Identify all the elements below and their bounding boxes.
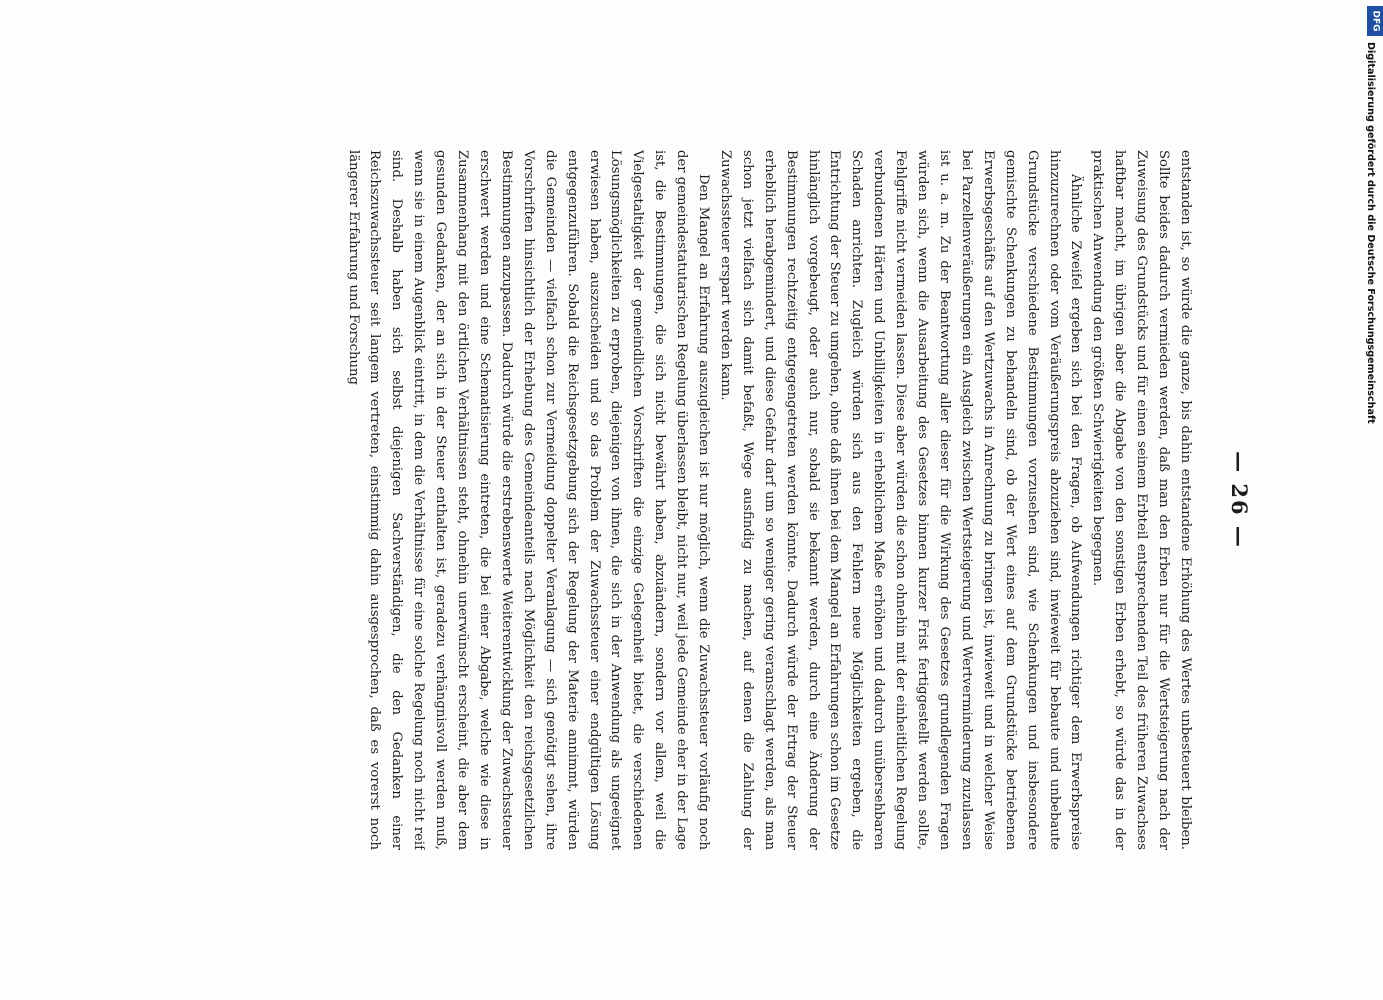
digitization-credit xyxy=(1364,6,1383,446)
paragraph: entstanden ist, so würde die ganze, bis dahin entstandene Erhöhung des Wertes unbesteuert bleiben. Sollte beides dadurch vermieden werden, daß man den Erben nur für die Wertsteigerung nach der Zuweisung des Grundstücks und für einen seinem Erbteil entsprechenden Teil des früheren Zuwachses haftbar macht, im übrigen aber die Abgabe von den sonstigen Erben erhebt, so würde das in der praktischen Anwendung den größten Schwierigkeiten begegnen. xyxy=(1089,150,1193,850)
credit-text: Digitalisierung gefördert durch die Deutsche Forschungsgemeinschaft xyxy=(1365,42,1376,424)
paragraph: Den Mangel an Erfahrung auszugleichen ist nur möglich, wenn die Zuwachssteuer vorläufig noch der gemeindestatutarischen Regelung überlassen bleibt, nicht nur, weil jede Gemeinde eher in der Lage ist, die Bestimmungen, die sich nicht bewährt haben, abzuändern, sondern vor allem, weil die Vielgestaltigkeit der gemeindlichen Vorschriften die einzige Gelegenheit bietet, die verschiedenen Lösungsmöglichkeiten zu erproben, diejenigen von ihnen, die sich in der Anwendung als ungeeignet erwiesen haben, auszuscheiden und so das Problem der Zuwachssteuer einer endgültigen Lösung entgegenzuführen. Sobald die Reichsgesetzgebung sich der Regelung der Materie annimmt, würden die Gemeinden — vielfach schon zur Vermeidung doppelter Veranlagung — sich genötigt sehen, ihre Vorschriften hinsichtlich der Erhebung des Gemeindeanteils nach Möglichkeit den reichsgesetzlichen Bestimmungen anzupassen. Dadurch würde die erstrebenswerte Weiterentwicklung der Zuwachssteuer erschwert werden und eine Schematisierung eintreten, die bei einer Abgabe, welche wie diese in Zusammenhang mit den örtlichen Verhältnissen steht, ohnehin unerwünscht erscheint, die aber dem gesunden Gedanken, der an sich in der Steuer enthalten ist, geradezu verhängnisvoll werden muß, wenn sie in einem Augenblick eintritt, in dem die Verhältnisse für eine solche Regelung noch nicht reif sind. Deshalb haben sich selbst diejenigen Sachverständigen, die den Gedanken einer Reichszuwachssteuer seit langem vertreten, einstimmig dahin ausgesprochen, daß es vorerst noch längerer Erfahrung und Forschung xyxy=(345,150,711,850)
dfg-logo-icon xyxy=(1367,6,1383,36)
paragraph: Ähnliche Zweifel ergeben sich bei den Fragen, ob Aufwendungen richtiger dem Erwerbspreise hinzuzurechnen oder vom Veräußerungspreis abzuziehen sind, inwieweit für bebaute und unbebaute Grundstücke verschiedene Bestimmungen vorzusehen sind, wie Schenkungen und insbesondere gemischte Schenkungen zu behandeln sind, ob der Wert eines auf dem Grundstücke betriebenen Erwerbsgeschäfts auf den Wertzuwachs in Anrechnung zu bringen ist, inwieweit und in welcher Weise bei Parzellenveräußerungen ein Ausgleich zwischen Wertsteigerung und Wertverminderung zuzulassen ist u. a. m. Zu der Beantwortung aller dieser für die Wirkung des Gesetzes grundlegenden Fragen würden sich, wenn die Ausarbeitung des Gesetzes binnen kurzer Frist fertiggestellt werden sollte, Fehlgriffe nicht vermeiden lassen. Diese aber würden die schon ohnehin mit der einheitlichen Regelung verbundenen Härten und Unbilligkeiten in erheblichem Maße erhöhen und dadurch unübersehbaren Schaden anrichten. Zugleich würden sich aus den Fehlern neue Möglichkeiten ergeben, die Entrichtung der Steuer zu umgehen, ohne daß ihnen bei dem Mangel an Erfahrungen schon im Gesetze hinlänglich vorgebeugt, oder auch nur, sobald sie bekannt werden, durch eine Änderung der Bestimmungen rechtzeitig entgegengetreten werden könnte. Dadurch würde der Ertrag der Steuer erheblich herabgemindert, und diese Gefahr darf um so weniger gering veranschlagt werden, als man schon jetzt vielfach sich damit befaßt, Wege ausfindig zu machen, auf denen die Zahlung der Zuwachssteuer erspart werden kann. xyxy=(717,150,1083,850)
page-number: — 26 — xyxy=(1226,451,1252,549)
dfg-logo-text: DFG xyxy=(1370,10,1381,32)
rotated-page-content xyxy=(132,150,1252,850)
body-text xyxy=(132,150,1196,850)
